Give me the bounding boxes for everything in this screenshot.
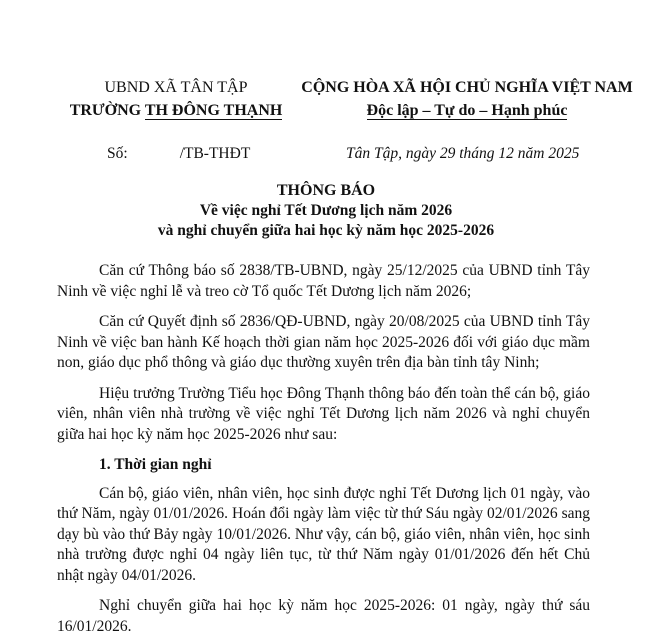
document-number — [107, 145, 250, 163]
national-motto — [292, 99, 642, 122]
document-title-block — [56, 181, 596, 241]
document-number-label: Số: — [107, 145, 128, 162]
announcement-intro-paragraph: Hiệu trưởng Trường Tiểu học Đông Thạnh thông báo đến toàn thể cán bộ, giáo viên, nhân viên nhà trường về việc nghỉ Tết Dương lịch năm 2026 và nghỉ chuyển giữa hai học kỳ năm học 2025-2026 như sau: — [57, 384, 590, 443]
place-and-date: Tân Tập, ngày 29 tháng 12 năm 2025 — [346, 145, 580, 162]
issuing-agency-block — [56, 76, 296, 122]
country-name: CỘNG HÒA XÃ HỘI CHỦ NGHĨA VIỆT NAM — [301, 79, 633, 96]
parent-agency: UBND XÃ TÂN TẬP — [104, 79, 248, 96]
school-name — [56, 99, 296, 122]
document-subject-line-2: và nghỉ chuyển giữa hai học kỳ năm học 2025-2026 — [157, 222, 495, 239]
school-name-prefix: TRƯỜNG — [69, 102, 145, 119]
legal-basis-paragraph-1: Căn cứ Thông báo số 2838/TB-UBND, ngày 25/12/2025 của UBND tỉnh Tây Ninh về việc nghỉ lễ và treo cờ Tổ quốc Tết Dương lịch năm 2026; — [57, 262, 590, 300]
legal-basis-paragraph-2: Căn cứ Quyết định số 2836/QĐ-UBND, ngày 20/08/2025 của UBND tỉnh Tây Ninh về việc ban hành Kế hoạch thời gian năm học 2025-2026 đối với giáo dục mầm non, giáo dục phổ thông và giáo dục thường xuyên trên địa bàn tỉnh tây Ninh; — [57, 313, 590, 371]
semester-break-paragraph: Nghỉ chuyển giữa hai học kỳ năm học 2025-2026: 01 ngày, ngày thứ sáu 16/01/2026. — [57, 597, 590, 635]
holiday-details-paragraph: Cán bộ, giáo viên, nhân viên, học sinh được nghỉ Tết Dương lịch 01 ngày, vào thứ Năm, ngày 01/01/2026. Hoán đổi ngày làm việc từ thứ Sáu ngày 02/01/2026 sang dạy bù vào thứ Bảy ngày 10/01/2026. Như vậy, cán bộ, giáo viên, nhân viên, học sinh nhà trường được nghỉ 04 ngày liên tục, từ thứ Năm ngày 01/01/2026 đến hết Chủ nhật ngày 04/01/2026. — [57, 484, 590, 584]
school-name-underlined: TH ĐÔNG THẠNH — [144, 102, 283, 119]
document-body — [57, 261, 590, 641]
national-heading-block — [292, 76, 642, 122]
section-heading-time-off: 1. Thời gian nghỉ — [99, 456, 212, 473]
document-subject-line-1: Về việc nghỉ Tết Dương lịch năm 2026 — [199, 202, 453, 219]
national-motto-text: Độc lập – Tự do – Hạnh phúc — [366, 102, 568, 119]
document-number-suffix: /TB-THĐT — [179, 145, 251, 162]
document-type: THÔNG BÁO — [276, 182, 376, 199]
